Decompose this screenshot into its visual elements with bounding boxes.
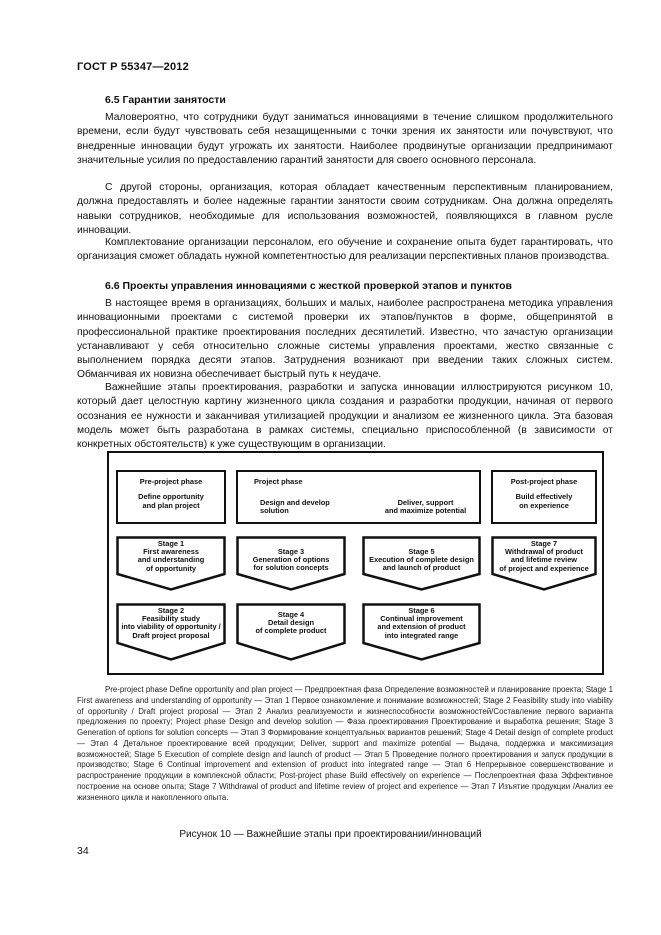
project-phase-label: Project phase xyxy=(254,477,303,486)
stage-7-line: of project and experience xyxy=(499,563,589,573)
stage-1-text xyxy=(116,536,226,573)
stage-3-text xyxy=(236,536,346,573)
project-desc-line: Deliver, support xyxy=(397,498,454,507)
post-project-phase-label: Post-project phase xyxy=(510,477,578,486)
project-phase-box xyxy=(236,470,481,524)
project-desc-line: solution xyxy=(260,506,289,516)
section-6-6-paragraph-2: Важнейшие этапы проектирования, разработки и запуска инновации иллюстрируются рисунком 10, который дает целостную картину жизненного цикла создания и разработки продукции, начиная от первого осознания ее нужности и заканчивая утилизацией продукции и анализом ее жизненного цикла. Эта базовая модель может быть разработана в рамках системы, специально приспособленной (в зависимости от конкретных обстоятельств) к уже существующим в организации. xyxy=(77,382,613,451)
stage-2-line: Stage 2 xyxy=(157,606,185,615)
stage-5-line: and launch of product xyxy=(382,563,461,573)
project-desc-line: and maximize potential xyxy=(384,506,467,516)
page-number: 34 xyxy=(77,845,89,857)
stage-3-line: Generation of options xyxy=(252,555,330,565)
section-6-5-paragraph-2: С другой стороны, организация, которая обладает качественным перспективным планированием, должна предоставлять и более надежные гарантии занятости своим сотрудникам. Она должна определять навыки сотрудников, необходимые для использования возможностей, появляющихся в главном русле инновации. xyxy=(77,182,613,236)
post-project-desc-line: Build effectively xyxy=(515,492,573,502)
stage-6-line: and extension of product xyxy=(377,622,466,632)
pre-project-phase-label: Pre-project phase xyxy=(139,477,203,486)
section-6-6-title: 6.6 Проекты управления инновациями с жесткой проверкой этапов и пунктов xyxy=(105,280,512,292)
pre-project-desc-line: Define opportunity xyxy=(138,492,204,502)
stage-7-box xyxy=(491,536,597,591)
stage-6-line: Stage 6 xyxy=(408,606,435,615)
stage-4-line: Detail design xyxy=(268,618,314,628)
stage-2-line: into viability of opportunity / xyxy=(121,622,221,632)
document-standard-header: ГОСТ Р 55347—2012 xyxy=(77,61,189,73)
stage-5-box xyxy=(362,536,481,591)
pre-project-phase-desc xyxy=(118,493,224,510)
stage-5-line: Stage 5 xyxy=(408,547,435,556)
stage-7-line: and lifetime review xyxy=(510,555,578,565)
project-phase-desc-left xyxy=(260,499,330,516)
post-project-phase-box xyxy=(491,470,597,524)
stage-1-line: of opportunity xyxy=(145,563,197,573)
post-project-phase-desc xyxy=(493,493,595,510)
stage-2-line: Feasibility study xyxy=(142,614,200,624)
pre-project-phase-box xyxy=(116,470,226,524)
stage-3-box xyxy=(236,536,346,591)
project-desc-line: Design and develop xyxy=(260,498,330,507)
figure-10-diagram xyxy=(107,451,604,675)
stage-6-line: into integrated range xyxy=(384,630,459,640)
stage-7-line: Stage 7 xyxy=(530,539,558,548)
stage-2-text xyxy=(116,603,226,640)
stage-2-box xyxy=(116,603,226,661)
stage-3-line: Stage 3 xyxy=(277,547,305,556)
figure-10-legend: Pre-project phase Define opportunity and plan project — Предпроектная фаза Определение возможностей и планирование проекта; Stage 1 First awareness and understanding of opportunity — Этап 1 Первое ознакомление и понимание возможностей; Stage 2 Feasibility study into viability of opportunity / Draft project proposal — Этап 2 Анализ реализуемости и жизнеспособности возможностей/Составление первого варианта предложения по проекту; Project phase Design and develop solution — Фаза проектирования Проектирование и выработка решения; Stage 3 Generation of options for solution concepts — Этап 3 Формирование концептуальных вариантов решений; Stage 4 Detail design of complete product — Этап 4 Детальное проектирование всей продукции; Deliver, support and maximize potential — Выдача, поддержка и максимизация возможностей; Stage 5 Execution of complete design and launch of product — Этап 5 Проведение полного проектирования и запуск продукции в производство; Stage 6 Continual improvement and extension of product into integrated range — Этап 6 Непрерывное совершенствование и распространение продукции в комплексной области; Post-project phase Build effectively on experience — Послепроектная фаза Эффективное построение на основе опыта; Stage 7 Withdrawal of product and lifetime review of project and experience — Этап 7 Изъятие продукции /Анализ ее жизненного цикла и накопленного опыта. xyxy=(77,685,613,802)
stage-1-box xyxy=(116,536,226,591)
stage-1-line: First awareness xyxy=(143,547,199,557)
section-6-6-paragraph-1: В настоящее время в организациях, больших и малых, наиболее распространена методика управления инновационными проектами с системой проверки их этапов/пунктов в форме, общепринятой в профессиональной практике проектирования последних десятилетий. Известно, что зачастую организации устанавливают у себя относительно сложные системы управления проектами, жестко связанные с выполнением порядка десяти этапов. Затруднения возникают при введении таких сложных систем. Обманчивая их новизна обеспечивает быстрый путь к неудаче. xyxy=(77,298,613,381)
section-6-5-title: 6.5 Гарантии занятости xyxy=(105,94,226,106)
stage-4-line: Stage 4 xyxy=(277,610,305,619)
stage-4-box xyxy=(236,603,346,661)
post-project-desc-line: on experience xyxy=(519,500,569,510)
stage-4-line: of complete product xyxy=(255,626,327,636)
stage-7-line: Withdrawal of product xyxy=(505,547,583,557)
stage-4-text xyxy=(236,603,346,636)
stage-6-line: Continual improvement xyxy=(380,614,463,624)
stage-1-line: Stage 1 xyxy=(157,539,185,548)
stage-1-line: and understanding xyxy=(137,555,205,565)
stage-6-box xyxy=(362,603,481,661)
project-phase-desc-right xyxy=(373,499,478,516)
stage-7-text xyxy=(491,536,597,573)
section-6-5-paragraph-1: Маловероятно, что сотрудники будут заниматься инновациями в течение слишком продолжительного времени, если будут чувствовать себя незащищенными с точки зрения их занятости или почувствуют, что внедренные инновации будут угрожать их занятости. Наиболее продвинутые организации предпринимают значительные усилия по предоставлению гарантий занятости для своего основного персонала. xyxy=(77,112,613,166)
section-6-5-paragraph-3: Комплектование организации персоналом, его обучение и сохранение опыта будет гарантировать, что организация сможет обладать нужной компетентностью для реализации перспективных планов производства. xyxy=(77,237,613,263)
stage-5-text xyxy=(362,536,481,573)
stage-2-line: Draft project proposal xyxy=(132,630,210,640)
figure-10-caption: Рисунок 10 — Важнейшие этапы при проектировании/инноваций xyxy=(179,829,482,840)
stage-6-text xyxy=(362,603,481,640)
stage-3-line: for solution concepts xyxy=(253,563,329,573)
stage-5-line: Execution of complete design xyxy=(369,555,474,565)
pre-project-desc-line: and plan project xyxy=(142,500,200,510)
